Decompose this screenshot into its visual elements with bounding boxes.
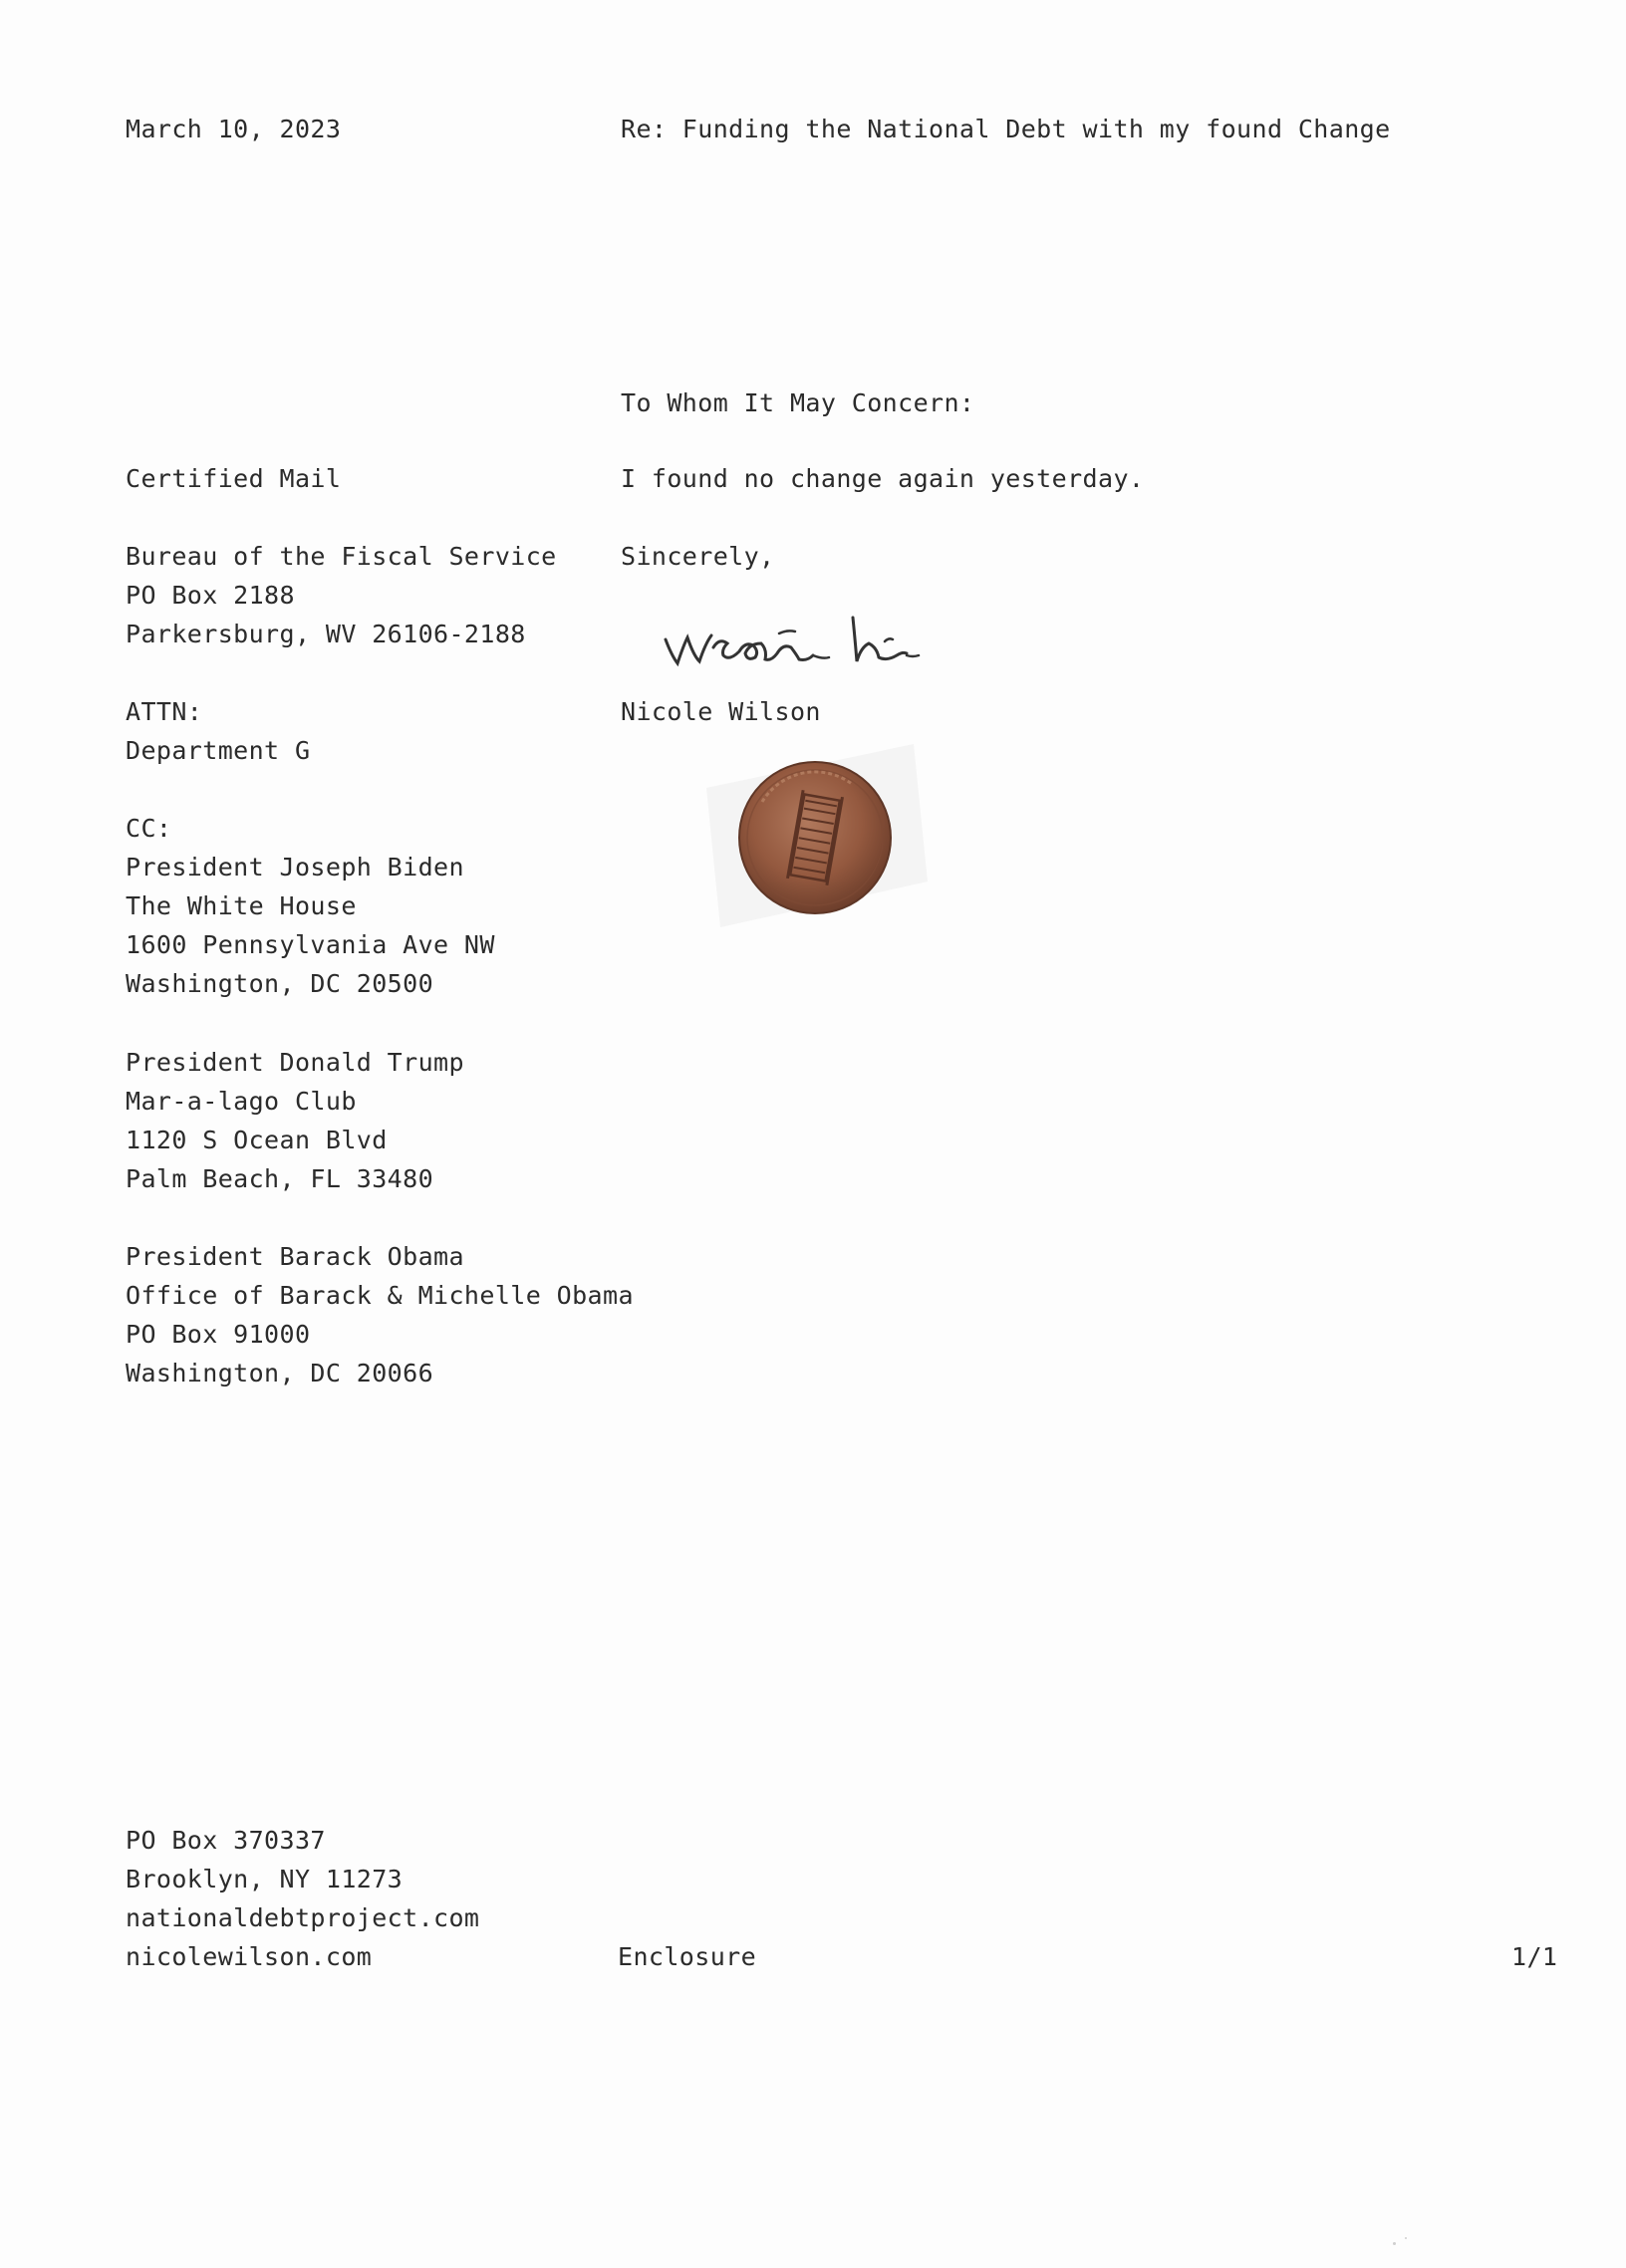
letter-subject: Re: Funding the National Debt with my found Change xyxy=(621,115,1391,143)
attn-department: Department G xyxy=(126,736,311,765)
cc-obama xyxy=(126,1237,634,1392)
cc-line: 1600 Pennsylvania Ave NW xyxy=(126,930,495,959)
cc-line: Mar-a-lago Club xyxy=(126,1087,357,1116)
cc-label: CC: xyxy=(126,814,172,843)
penny-coin-icon xyxy=(702,742,932,941)
attention-line xyxy=(126,692,310,770)
cc-line: 1120 S Ocean Blvd xyxy=(126,1126,388,1154)
signer-name: Nicole Wilson xyxy=(621,697,821,726)
footer-address xyxy=(126,1821,479,1976)
recipient-line: Bureau of the Fiscal Service xyxy=(126,542,557,571)
footer-link[interactable]: nicolewilson.com xyxy=(126,1942,373,1971)
footer-line: Brooklyn, NY 11273 xyxy=(126,1865,404,1893)
cc-line: President Joseph Biden xyxy=(126,853,464,882)
enclosure-label: Enclosure xyxy=(618,1942,757,1971)
recipient-address xyxy=(126,537,557,653)
mailing-method: Certified Mail xyxy=(126,464,342,493)
cc-line: Palm Beach, FL 33480 xyxy=(126,1164,434,1193)
closing: Sincerely, xyxy=(621,542,775,571)
page-number: 1/1 xyxy=(1511,1942,1558,1971)
recipient-line: PO Box 2188 xyxy=(126,581,295,610)
cc-line: President Donald Trump xyxy=(126,1048,464,1077)
cc-biden xyxy=(126,809,495,1003)
recipient-line: Parkersburg, WV 26106-2188 xyxy=(126,620,526,648)
letter-body: I found no change again yesterday. xyxy=(621,464,1145,493)
footer-line: PO Box 370337 xyxy=(126,1826,326,1855)
cc-line: The White House xyxy=(126,891,357,920)
attn-label: ATTN: xyxy=(126,697,203,726)
scan-speck xyxy=(1405,2237,1407,2239)
cc-line: Washington, DC 20500 xyxy=(126,969,434,998)
salutation: To Whom It May Concern: xyxy=(621,388,975,417)
cc-line: PO Box 91000 xyxy=(126,1320,311,1349)
cc-trump xyxy=(126,1043,464,1198)
scan-speck xyxy=(1393,2242,1396,2245)
footer-link[interactable]: nationaldebtproject.com xyxy=(126,1903,480,1932)
letter-date: March 10, 2023 xyxy=(126,115,342,143)
handwritten-signature-icon xyxy=(658,598,986,687)
cc-line: Office of Barack & Michelle Obama xyxy=(126,1281,634,1310)
cc-line: President Barack Obama xyxy=(126,1242,464,1271)
cc-line: Washington, DC 20066 xyxy=(126,1359,434,1387)
